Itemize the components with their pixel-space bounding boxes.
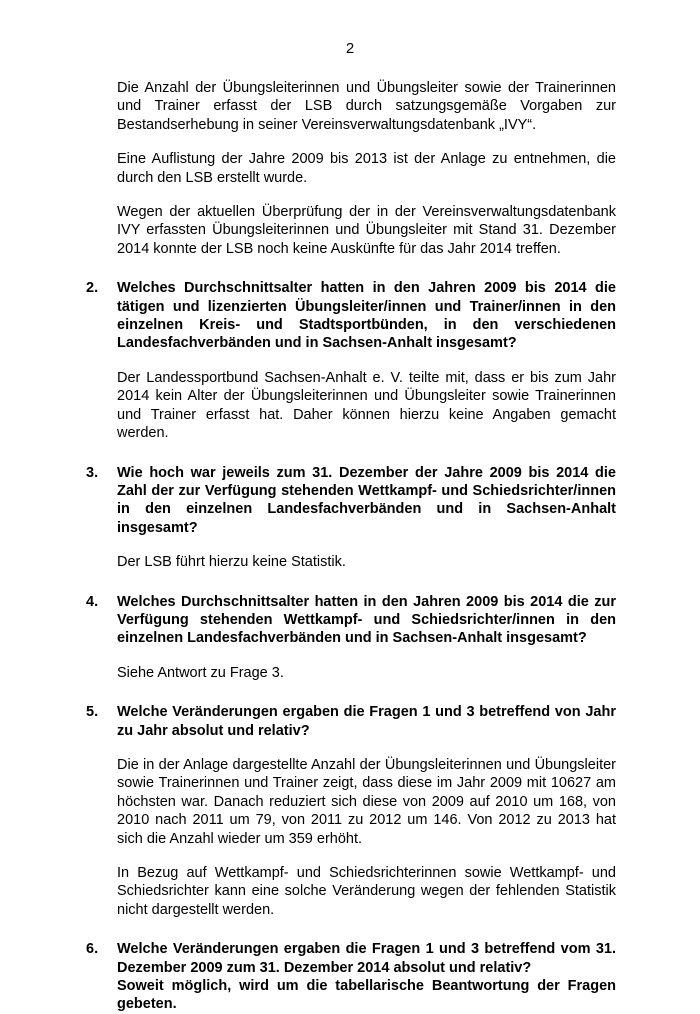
question-number: 5. <box>86 704 99 721</box>
question-text: Wie hoch war jeweils zum 31. Dezember der Jahre 2009 bis 2014 die Zahl der zur Verfügung stehenden Wettkampf- und Schiedsrichter/innen in den einzelnen Landesfachverbänden und in Sachsen-Anhalt insgesamt? <box>117 464 616 536</box>
question-2 <box>86 279 616 353</box>
intro-paragraph-2: Eine Auflistung der Jahre 2009 bis 2013 ist der Anlage zu entnehmen, die durch den LSB erstellt wurde. <box>117 151 616 186</box>
question-number: 2. <box>86 280 99 297</box>
answer-4: Siehe Antwort zu Frage 3. <box>117 664 284 681</box>
page-number: 2 <box>345 40 355 57</box>
question-number: 4. <box>86 593 99 610</box>
answer-5-paragraph-2: In Bezug auf Wettkampf- und Schiedsrichterinnen sowie Wettkampf- und Schiedsrichter kann eine solche Veränderung wegen der fehlenden Statistik nicht dargestellt werden. <box>117 865 616 918</box>
answer-5-paragraph-1: Die in der Anlage dargestellte Anzahl der Übungsleiterinnen und Übungsleiter sowie Trainerinnen und Trainer zeigt, dass diese im Jahr 2009 mit 10627 am höchsten war. Danach reduziert sich diese von 2009 auf 2010 um 168, von 2010 nach 2011 um 79, von 2011 zu 2012 um 146. Von 2012 zu 2013 hat sich die Anzahl wieder um 359 erhöht. <box>117 756 616 847</box>
question-text: Welche Veränderungen ergaben die Fragen 1 und 3 betreffend von Jahr zu Jahr absolut und relativ? <box>117 704 616 739</box>
question-number: 6. <box>86 941 99 958</box>
intro-paragraph-3: Wegen der aktuellen Überprüfung der in der Vereinsverwaltungsdatenbank IVY erfassten Übungsleiterinnen und Übungsleiter mit Stand 31. Dezember 2014 konnte der LSB noch keine Auskünfte für das Jahr 2014 treffen. <box>117 204 616 257</box>
question-text: Welches Durchschnittsalter hatten in den Jahren 2009 bis 2014 die zur Verfügung stehenden Wettkampf- und Schiedsrichter/innen in den einzelnen Landesfachverbänden und in Sachsen-Anhalt insgesamt? <box>117 593 616 647</box>
question-text: Welche Veränderungen ergaben die Fragen 1 und 3 betreffend vom 31. Dezember 2009 zum 31. Dezember 2014 absolut und relativ? <box>117 941 616 976</box>
document-body <box>86 79 616 1014</box>
answer-2: Der Landessportbund Sachsen-Anhalt e. V. teilte mit, dass er bis zum Jahr 2014 kein Alter der Übungsleiterinnen und Übungsleiter sowie Trainerinnen und Trainer erfasst hat. Daher können hierzu keine Angaben gemacht werden. <box>117 369 616 442</box>
intro-paragraph-1: Die Anzahl der Übungsleiterinnen und Übungsleiter sowie der Trainerinnen und Trainer erfasst der LSB durch satzungsgemäße Vorgaben zur Bestandserhebung in seiner Vereinsverwaltungsdatenbank „IVY“. <box>117 80 616 133</box>
question-6 <box>86 940 616 1014</box>
question-5 <box>86 703 616 740</box>
answer-3: Der LSB führt hierzu keine Statistik. <box>117 554 346 571</box>
question-text: Welches Durchschnittsalter hatten in den Jahren 2009 bis 2014 die tätigen und lizenzierten Übungsleiter/innen und Trainer/innen in den einzelnen Kreis- und Stadtsportbünden, in den verschiedenen Landesfachverbänden und in Sachsen-Anhalt insgesamt? <box>117 280 616 352</box>
question-3 <box>86 464 616 538</box>
question-number: 3. <box>86 464 99 481</box>
question-4 <box>86 593 616 648</box>
question-text-continued: Soweit möglich, wird um die tabellarische Beantwortung der Fragen gebeten. <box>117 978 616 1013</box>
